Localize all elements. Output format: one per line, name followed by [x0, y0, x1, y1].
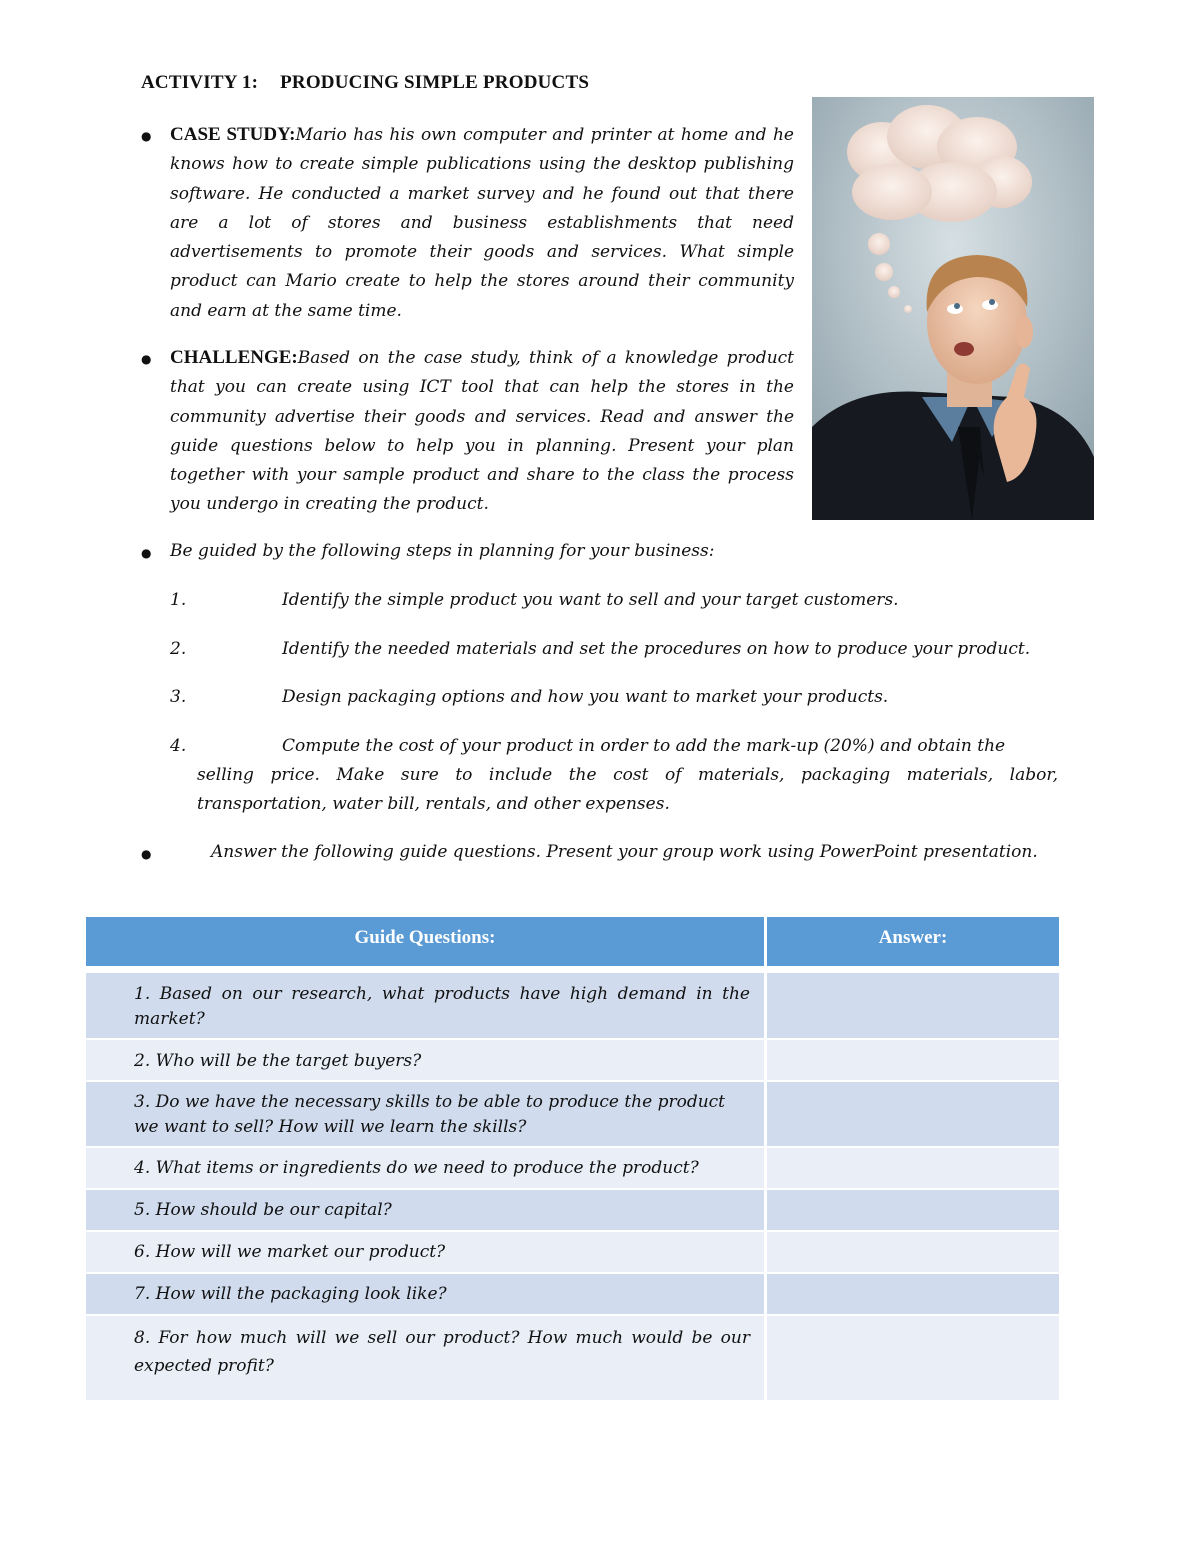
- column-header-answer: Answer:: [767, 917, 1059, 973]
- case-study-text: Mario has his own computer and printer at home and he knows how to create simple publications using the desktop publishing software. He conducted a market survey and he found out that there are a lot of stores and business establishments that need advertisements to promote their goods and services. What simple product can Mario create to help the stores around their community and earn at the same time.: [170, 125, 794, 321]
- challenge-text: Based on the case study, think of a knowledge product that you can create using ICT tool that can help the stores in the community advertise their goods and services. Read and answer the guide questions below to help you in planning. Present your plan together with your sample product and share to the class the process you undergo in creating the product.: [170, 348, 794, 515]
- case-study-paragraph: [170, 120, 794, 326]
- bullet-icon: ●: [141, 847, 152, 861]
- bullet-icon: ●: [141, 129, 152, 143]
- column-header-questions: Guide Questions:: [86, 917, 767, 973]
- table-row: [86, 973, 1059, 1040]
- table-row: [86, 1274, 1059, 1316]
- step-number: 3.: [170, 687, 187, 707]
- table-row: [86, 1148, 1059, 1190]
- table-row: [86, 1190, 1059, 1232]
- question-cell: 6. How will we market our product?: [86, 1232, 767, 1274]
- step-text-continued: selling price. Make sure to include the cost of materials, packaging materials, labor,: [197, 765, 1058, 785]
- question-cell: 5. How should be our capital?: [86, 1190, 767, 1232]
- answer-cell[interactable]: [767, 1148, 1059, 1190]
- answer-cell[interactable]: [767, 973, 1059, 1040]
- question-cell: 4. What items or ingredients do we need to produce the product?: [86, 1148, 767, 1190]
- guided-intro: Be guided by the following steps in planning for your business:: [170, 541, 715, 561]
- question-cell: 7. How will the packaging look like?: [86, 1274, 767, 1316]
- case-study-label: CASE STUDY:: [170, 124, 296, 145]
- activity-title: PRODUCING SIMPLE PRODUCTS: [280, 72, 590, 93]
- answer-cell[interactable]: [767, 1316, 1059, 1402]
- thinking-boy-illustration: [812, 97, 1094, 520]
- step-text: Compute the cost of your product in order to add the mark-up (20%) and obtain the: [282, 736, 1006, 756]
- bullet-icon: ●: [141, 352, 152, 366]
- step-text: Identify the needed materials and set the procedures on how to produce your product.: [282, 639, 1031, 659]
- step-text-continued: transportation, water bill, rentals, and other expenses.: [197, 794, 670, 814]
- answer-cell[interactable]: [767, 1232, 1059, 1274]
- step-number: 1.: [170, 590, 187, 610]
- answer-cell[interactable]: [767, 1082, 1059, 1148]
- answer-intro: Answer the following guide questions. Present your group work using PowerPoint presentation.: [211, 842, 1038, 862]
- bullet-icon: ●: [141, 546, 152, 560]
- question-cell: 3. Do we have the necessary skills to be able to produce the product we want to sell? How will we learn the skills?: [86, 1082, 767, 1148]
- table-row: [86, 1040, 1059, 1082]
- page-title: [141, 72, 589, 94]
- question-cell: 1. Based on our research, what products have high demand in the market?: [86, 973, 767, 1040]
- thinking-boy-photo: [812, 97, 1094, 520]
- table-row: [86, 1316, 1059, 1402]
- step-text: Design packaging options and how you want to market your products.: [282, 687, 889, 707]
- question-cell: 8. For how much will we sell our product? How much would be our expected profit?: [86, 1316, 767, 1402]
- challenge-paragraph: [170, 343, 794, 520]
- step-text: Identify the simple product you want to sell and your target customers.: [282, 590, 899, 610]
- challenge-label: CHALLENGE:: [170, 347, 298, 368]
- table-row: [86, 1082, 1059, 1148]
- guide-questions-table: [86, 917, 1059, 1402]
- answer-cell[interactable]: [767, 1274, 1059, 1316]
- step-number: 4.: [170, 736, 187, 756]
- activity-label: ACTIVITY 1:: [141, 72, 259, 93]
- step-number: 2.: [170, 639, 187, 659]
- table-row: [86, 1232, 1059, 1274]
- answer-cell[interactable]: [767, 1190, 1059, 1232]
- answer-cell[interactable]: [767, 1040, 1059, 1082]
- question-cell: 2. Who will be the target buyers?: [86, 1040, 767, 1082]
